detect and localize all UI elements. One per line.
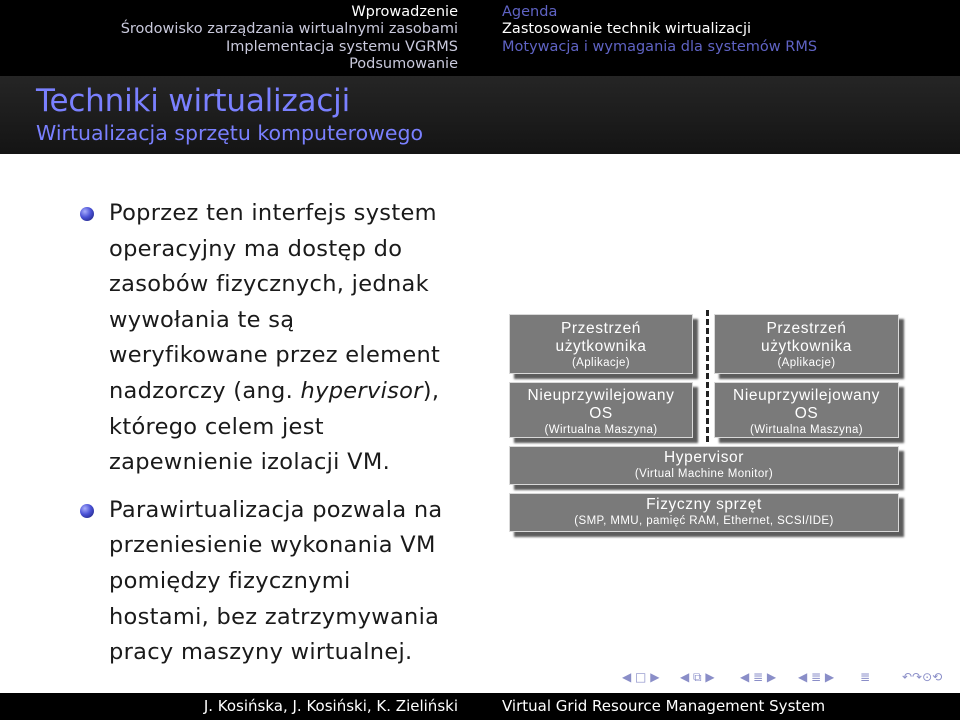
bullet-ball-icon xyxy=(80,504,94,518)
footer-talk-title: Virtual Grid Resource Management System xyxy=(502,697,826,715)
nav-section-podsumowanie[interactable]: Podsumowanie xyxy=(349,55,458,72)
top-navigation-bar xyxy=(0,0,960,76)
user-space-left-block: Przestrzeń użytkownika (Aplikacje) xyxy=(509,314,693,374)
beamer-navigation-symbols xyxy=(622,670,952,690)
bullet-ball-icon xyxy=(80,207,94,221)
vm-separator-line xyxy=(706,310,709,442)
bullet-item xyxy=(80,196,480,481)
guest-os-right-block: Nieuprzywilejowany OS (Wirtualna Maszyna) xyxy=(714,382,899,438)
nav-subsection-agenda[interactable]: Agenda xyxy=(502,4,558,20)
frame-title: Techniki wirtualizacji xyxy=(36,83,350,119)
footer-bar xyxy=(0,693,960,720)
paravirtualization-diagram xyxy=(507,310,907,540)
nav-section-wprowadzenie[interactable]: Wprowadzenie xyxy=(351,4,458,20)
nav-section-srodowisko[interactable]: Środowisko zarządzania wirtualnymi zasobami xyxy=(120,21,458,38)
bullet-list xyxy=(80,196,480,683)
nav-section-implementacja[interactable]: Implementacja systemu VGRMS xyxy=(225,38,458,55)
frame-title-band xyxy=(0,76,960,154)
search-back-forward-icon[interactable]: ↶↷⊙⟲ xyxy=(902,670,943,684)
bullet-item xyxy=(80,493,480,671)
user-space-right-block: Przestrzeń użytkownika (Aplikacje) xyxy=(714,314,899,374)
document-nav-icon[interactable]: ◀ ≣ ▶ xyxy=(798,670,835,684)
hardware-block: Fizyczny sprzęt (SMP, MMU, pamięć RAM, Ethernet, SCSI/IDE) xyxy=(509,493,899,532)
section-navigation xyxy=(0,0,480,76)
section-nav-icon[interactable]: ◀ ≣ ▶ xyxy=(740,670,777,684)
nav-subsection-zastosowanie[interactable]: Zastosowanie technik wirtualizacji xyxy=(502,21,752,38)
footer-authors: J. Kosińska, J. Kosiński, K. Zieliński xyxy=(203,697,458,715)
frame-nav-icon[interactable]: ◀ □ ▶ xyxy=(622,670,660,684)
nav-subsection-motywacja[interactable]: Motywacja i wymagania dla systemów RMS xyxy=(502,38,818,55)
bullet-text: Poprzez ten interfejs system operacyjny ma dostęp do zasobów fizycznych, jednak wywołania te są weryfikowane przez element nadzorczy (ang. hypervisor), którego celem jest zapewnienie izolacji VM. xyxy=(109,200,441,476)
align-icon[interactable]: ≣ xyxy=(860,670,871,684)
subsection-navigation xyxy=(480,0,960,76)
subsection-nav-icon[interactable]: ◀ ⧉ ▶ xyxy=(680,670,715,684)
frame-subtitle: Wirtualizacja sprzętu komputerowego xyxy=(36,121,424,145)
bullet-text: Parawirtualizacja pozwala na przeniesienie wykonania VM pomiędzy fizycznymi hostami, bez zatrzymywania pracy maszyny wirtualnej. xyxy=(109,496,443,666)
hypervisor-block: Hypervisor (Virtual Machine Monitor) xyxy=(509,446,899,485)
hypervisor-term: hypervisor xyxy=(300,377,423,404)
guest-os-left-block: Nieuprzywilejowany OS (Wirtualna Maszyna) xyxy=(509,382,693,438)
